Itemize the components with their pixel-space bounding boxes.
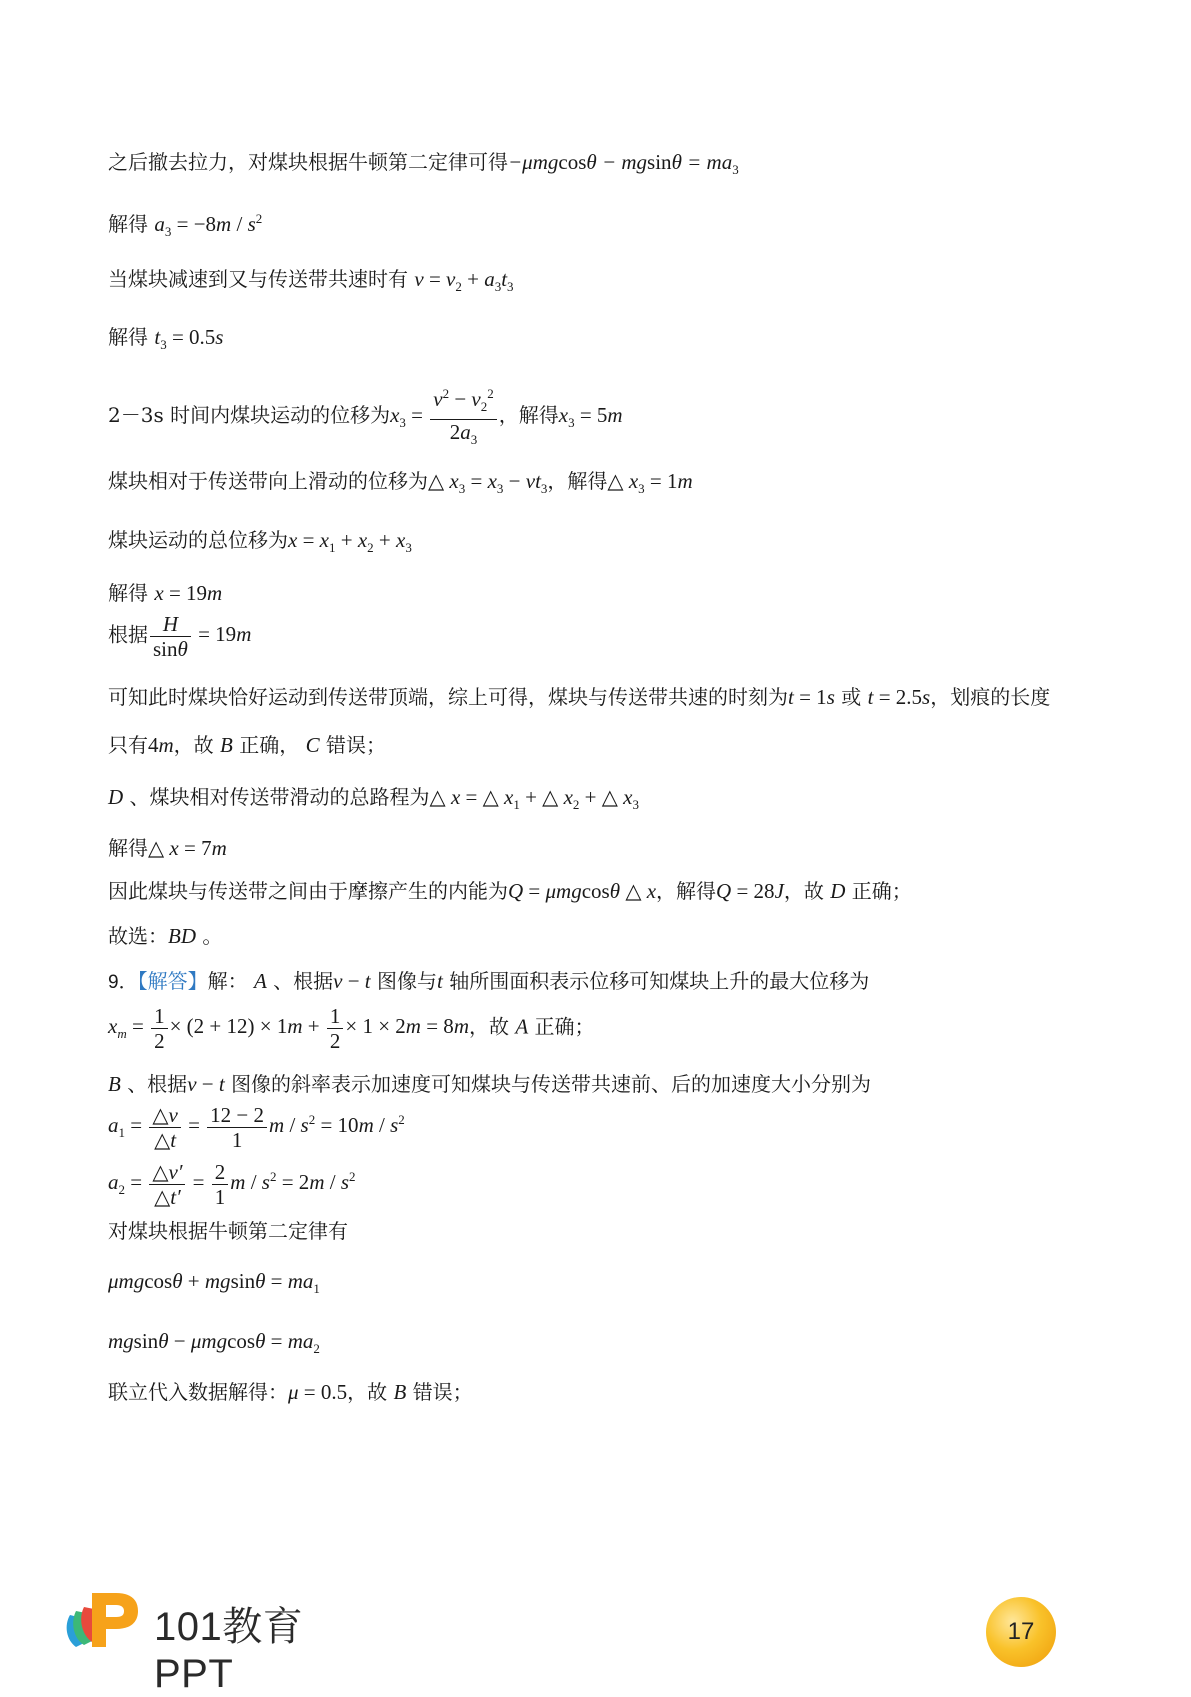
formula: $x_3$ = $\frac{v^2 - v_2^2}{2a_3}$ <box>390 403 499 427</box>
line-text: 、煤块相对传送带滑动的总路程为 <box>129 785 430 809</box>
text-line-23 <box>108 1327 320 1363</box>
text-line-21 <box>108 1217 348 1245</box>
formula: A <box>253 969 267 993</box>
answer-tag: 【解答】 <box>137 969 208 993</box>
formula: t = 1s <box>788 685 835 709</box>
line-text: 解得 <box>108 836 148 860</box>
formula: t = 2.5s <box>867 685 931 709</box>
formula: C <box>305 733 320 757</box>
text-line-20 <box>108 1160 356 1209</box>
text-line-22 <box>108 1267 320 1303</box>
line-text: 、根据 <box>273 969 334 993</box>
line-text: 图像的斜率表示加速度可知煤块与传送带共速前、后的加速度大小分别为 <box>231 1072 872 1096</box>
text-line-2 <box>108 205 262 246</box>
line-text: 正确； <box>534 1014 595 1039</box>
text-line-9 <box>108 612 251 661</box>
line-text: ，解得 <box>498 403 559 427</box>
formula: 4m <box>148 733 174 757</box>
line-text: 之后撤去拉力，对煤块根据牛顿第二定律可得 <box>108 150 508 174</box>
formula: $x = x_1 + x_2 + x_3$ <box>288 528 412 556</box>
formula: $x_3 = 5m$ <box>558 403 623 431</box>
brand-logo <box>62 1585 362 1696</box>
text-line-14 <box>108 877 912 905</box>
line-text: 因此煤块与传送带之间由于摩擦产生的内能为 <box>108 879 508 903</box>
line-text: 根据 <box>108 622 148 647</box>
formula: BD <box>168 924 196 948</box>
formula: v − t <box>187 1072 225 1096</box>
line-text: 、根据 <box>127 1072 188 1096</box>
line-text: 解得 <box>108 581 148 605</box>
text-line-8 <box>108 579 222 607</box>
text-line-18 <box>108 1070 871 1098</box>
line-text: ，故 <box>173 733 214 757</box>
line-text: 只有 <box>108 733 148 757</box>
text-line-11 <box>108 731 386 759</box>
line-text: 2－3s 时间内煤块运动的位移为 <box>108 403 391 427</box>
formula: $v = v_2 + a_3t_3$ <box>414 267 514 295</box>
text-line-24 <box>108 1378 473 1406</box>
formula: v − t <box>333 969 371 993</box>
formula: $\frac{H}{\sin\theta}$ = 19m <box>148 622 251 646</box>
question-number: 9． <box>108 972 138 993</box>
formula: △ $x_3 = 1m$ <box>607 469 693 497</box>
formula: Q = 28J <box>716 879 784 903</box>
line-text: 解得 <box>108 212 148 236</box>
formula: Q = μmgcosθ △ x <box>508 879 657 903</box>
formula: $mgsin\theta - \mu mgcos\theta = ma_2$ <box>108 1329 320 1357</box>
formula: D <box>108 785 124 809</box>
line-text: 煤块相对于传送带向上滑动的位移为 <box>108 469 428 493</box>
formula: $a_3 = -8m / s^2$ <box>154 211 263 240</box>
formula: A <box>515 1014 529 1039</box>
text-line-5 <box>108 382 623 452</box>
formula: △ $x_3 = x_3 - vt_3$ <box>428 469 548 497</box>
line-text: 煤块运动的总位移为 <box>108 528 288 552</box>
line-text: ，划痕的长度 <box>930 685 1051 709</box>
formula: $x_m$ = $\frac{1}{2}$ × (2 + 12) × 1m + $\frac{1}{2}$ × 1 × 2m = 8m <box>108 1004 469 1053</box>
formula: B <box>393 1380 407 1404</box>
text-line-19 <box>108 1103 405 1152</box>
text-line-6 <box>108 467 693 503</box>
line-text: 当煤块减速到又与传送带共速时有 <box>108 267 408 291</box>
line-text: ，故 <box>468 1014 509 1039</box>
line-text: 错误； <box>325 733 386 757</box>
line-text: 解： <box>207 969 248 993</box>
line-text: 正确； <box>851 879 912 903</box>
text-line-17 <box>108 1004 595 1053</box>
formula: $-\mu mgcos\theta - mgsin\theta = ma_3$ <box>508 150 739 178</box>
line-text: ，故 <box>783 879 824 903</box>
text-line-1 <box>108 148 739 184</box>
formula: △ x = △ $x_1$ + △ $x_2$ + △ $x_3$ <box>429 785 639 813</box>
text-line-4 <box>108 323 223 359</box>
text-line-10 <box>108 683 1050 711</box>
text-line-7 <box>108 526 412 562</box>
line-text: 轴所围面积表示位移可知煤块上升的最大位移为 <box>449 969 870 993</box>
formula: △ x = 7m <box>148 836 227 860</box>
line-text: ，解得 <box>656 879 717 903</box>
brand-name: 101教育PPT <box>154 1605 304 1696</box>
line-text: ，故 <box>347 1380 388 1404</box>
line-text: 。 <box>202 924 223 948</box>
formula: μ = 0.5 <box>288 1380 348 1404</box>
formula: B <box>108 1072 121 1096</box>
line-text: 错误； <box>412 1380 473 1404</box>
line-text: 或 <box>841 685 862 709</box>
line-text: ，解得 <box>547 469 608 493</box>
line-text: 对煤块根据牛顿第二定律有 <box>108 1219 348 1243</box>
line-text: 可知此时煤块恰好运动到传送带顶端，综上可得，煤块与传送带共速的时刻为 <box>108 685 788 709</box>
text-line-3 <box>108 265 514 301</box>
text-line-12 <box>108 783 639 819</box>
formula: $t_3 = 0.5s$ <box>154 325 224 353</box>
line-text: 正确， <box>239 733 300 757</box>
formula: D <box>830 879 846 903</box>
text-line-15 <box>108 922 222 950</box>
formula: t <box>437 969 443 993</box>
page-number-badge: 17 <box>986 1597 1056 1667</box>
text-line-13 <box>108 834 227 862</box>
formula: x = 19m <box>154 581 223 605</box>
line-text: 解得 <box>108 325 148 349</box>
line-text: 故选： <box>108 924 168 948</box>
line-text: 图像与 <box>377 969 437 993</box>
text-line-16 <box>108 967 869 997</box>
line-text: 联立代入数据解得： <box>108 1380 288 1404</box>
formula: $a_2$ = $\frac{\triangle v'}{\triangle t'}$ = $\frac{2}{1}$ $m / s^2 = 2m / s^2$ <box>108 1160 356 1209</box>
formula: $a_1$ = $\frac{\triangle v}{\triangle t}$ = $\frac{12 - 2}{1}$ $m / s^2 = 10m / s^2$ <box>108 1103 405 1152</box>
formula: $\mu mgcos\theta + mgsin\theta = ma_1$ <box>108 1269 320 1297</box>
formula: B <box>220 733 233 757</box>
logo-icon <box>62 1585 142 1655</box>
